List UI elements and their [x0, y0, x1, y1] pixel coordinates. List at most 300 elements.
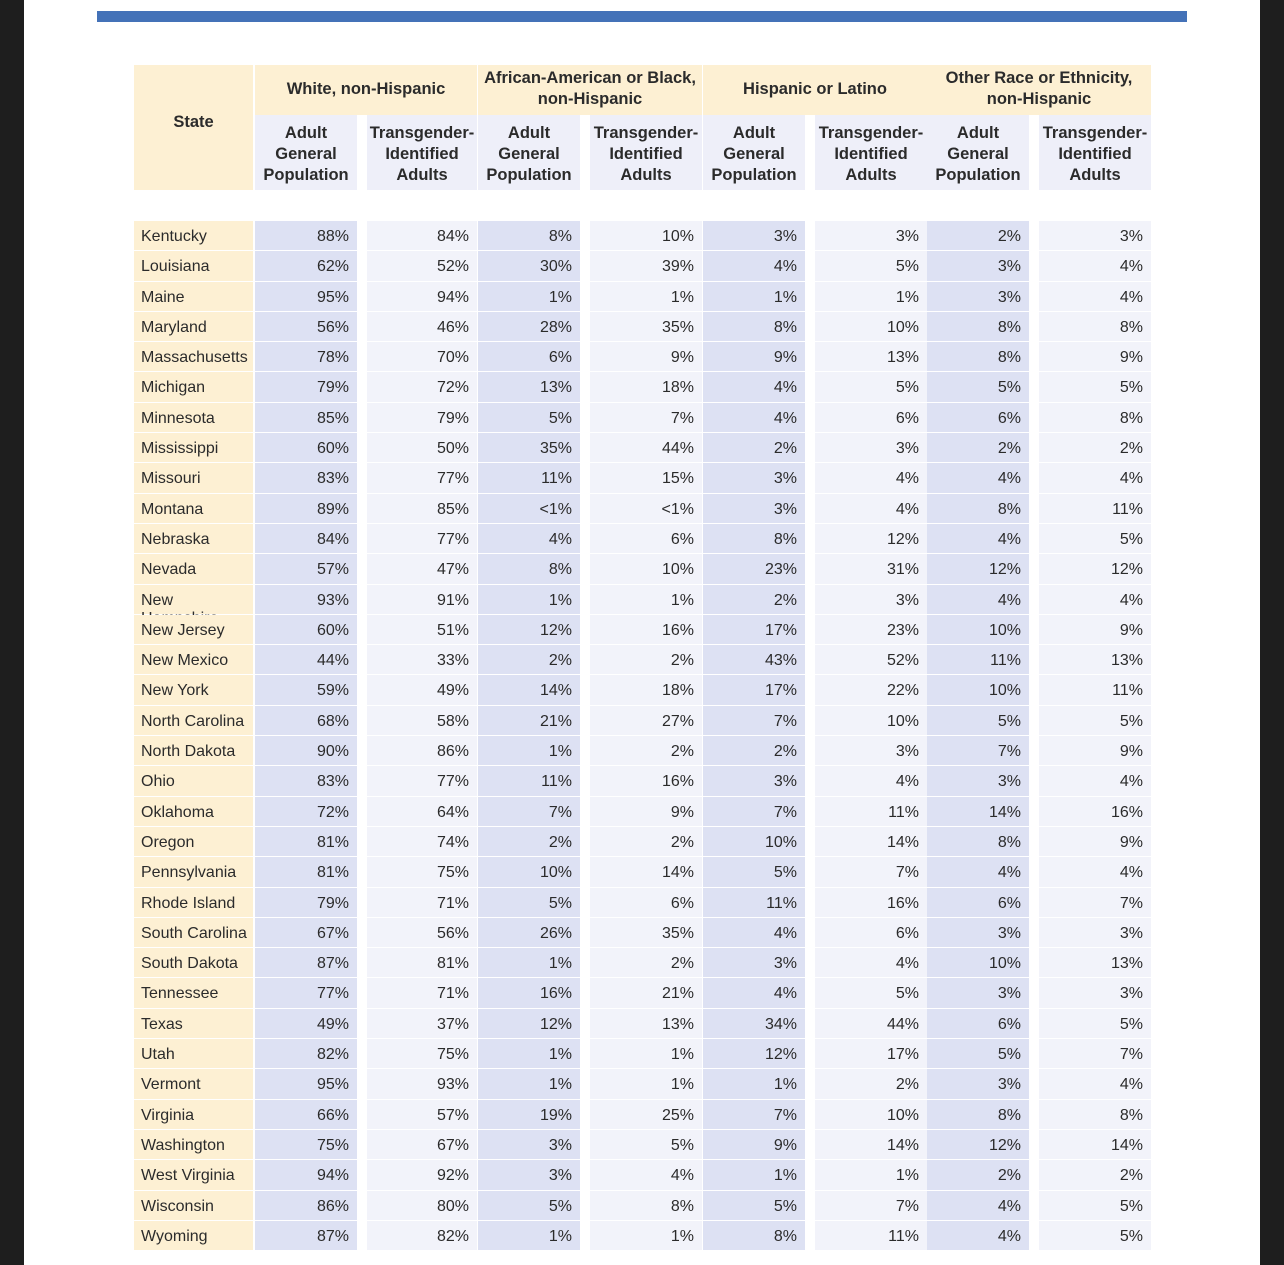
table-cell: 5%	[815, 978, 927, 1008]
table-cell: 3%	[815, 736, 927, 766]
table-cell: 5%	[1039, 524, 1151, 554]
table-cell: 3%	[478, 1160, 580, 1190]
table-cell: 2%	[927, 1160, 1029, 1190]
table-cell: 8%	[1039, 1100, 1151, 1130]
table-cell: 4%	[927, 1221, 1029, 1251]
table-cell: 68%	[255, 706, 357, 736]
table-cell: 5%	[927, 372, 1029, 402]
table-cell: 51%	[367, 615, 477, 645]
table-cell: 7%	[815, 1191, 927, 1221]
table-row	[134, 857, 1151, 887]
state-name: Nevada	[134, 554, 253, 584]
table-cell: 23%	[703, 554, 805, 584]
table-cell: 3%	[703, 463, 805, 493]
table-cell: 14%	[590, 857, 702, 887]
state-name: North Carolina	[134, 706, 253, 736]
table-cell: 60%	[255, 433, 357, 463]
table-row	[134, 1130, 1151, 1160]
state-name: Vermont	[134, 1069, 253, 1099]
table-cell: 44%	[255, 645, 357, 675]
state-name: Missouri	[134, 463, 253, 493]
table-cell: 72%	[255, 797, 357, 827]
table-cell: 2%	[927, 433, 1029, 463]
table-cell: 84%	[255, 524, 357, 554]
table-cell: 16%	[815, 888, 927, 918]
table-row	[134, 463, 1151, 493]
table-cell: 71%	[367, 978, 477, 1008]
table-cell: 6%	[815, 403, 927, 433]
table-cell: 81%	[255, 827, 357, 857]
table-cell: 4%	[1039, 1069, 1151, 1099]
table-cell: 11%	[815, 797, 927, 827]
table-cell: 81%	[367, 948, 477, 978]
table-cell: 95%	[255, 1069, 357, 1099]
table-cell: 4%	[815, 948, 927, 978]
table-cell: 5%	[1039, 372, 1151, 402]
table-cell: 5%	[478, 403, 580, 433]
table-cell: 1%	[703, 1069, 805, 1099]
table-cell: 3%	[703, 948, 805, 978]
table-row	[134, 433, 1151, 463]
table-cell: 5%	[703, 857, 805, 887]
table-cell: 12%	[927, 1130, 1029, 1160]
state-name: Massachusetts	[134, 342, 253, 372]
table-row	[134, 978, 1151, 1008]
state-name: New York	[134, 675, 253, 705]
table-cell: 22%	[815, 675, 927, 705]
table-cell: 11%	[1039, 494, 1151, 524]
table-cell: 1%	[478, 1069, 580, 1099]
state-name: Rhode Island	[134, 888, 253, 918]
table-cell: 3%	[927, 251, 1029, 281]
table-cell: 43%	[703, 645, 805, 675]
table-cell: 93%	[255, 585, 357, 615]
table-cell: 10%	[927, 675, 1029, 705]
table-cell: 4%	[927, 857, 1029, 887]
table-cell: 1%	[478, 948, 580, 978]
table-row	[134, 948, 1151, 978]
group-header: Hispanic or Latino	[703, 65, 927, 115]
table-row	[134, 827, 1151, 857]
table-cell: 13%	[815, 342, 927, 372]
table-cell: 83%	[255, 463, 357, 493]
table-header	[134, 65, 1151, 190]
table-cell: 9%	[1039, 736, 1151, 766]
document-page	[24, 0, 1260, 1265]
state-name: Oregon	[134, 827, 253, 857]
table-cell: 3%	[815, 433, 927, 463]
table-cell: 86%	[255, 1191, 357, 1221]
table-row	[134, 251, 1151, 281]
table-cell: 2%	[590, 948, 702, 978]
table-cell: 4%	[703, 251, 805, 281]
table-cell: 8%	[478, 221, 580, 251]
table-cell: 2%	[478, 645, 580, 675]
state-name: South Dakota	[134, 948, 253, 978]
table-cell: 9%	[703, 342, 805, 372]
table-cell: 4%	[478, 524, 580, 554]
table-cell: 6%	[815, 918, 927, 948]
table-cell: 12%	[815, 524, 927, 554]
table-cell: 3%	[703, 766, 805, 796]
state-name: Wyoming	[134, 1221, 253, 1251]
state-name: Washington	[134, 1130, 253, 1160]
state-name: Montana	[134, 494, 253, 524]
table-cell: 10%	[703, 827, 805, 857]
table-cell: 21%	[478, 706, 580, 736]
table-row	[134, 1069, 1151, 1099]
state-name: Oklahoma	[134, 797, 253, 827]
table-cell: 79%	[255, 372, 357, 402]
table-cell: 6%	[590, 524, 702, 554]
state-name: Utah	[134, 1039, 253, 1069]
table-row	[134, 221, 1151, 251]
table-row	[134, 524, 1151, 554]
table-cell: 5%	[1039, 1009, 1151, 1039]
table-cell: 1%	[815, 282, 927, 312]
table-cell: 14%	[1039, 1130, 1151, 1160]
state-name: Michigan	[134, 372, 253, 402]
table-cell: 2%	[478, 827, 580, 857]
table-cell: 3%	[703, 221, 805, 251]
table-cell: 5%	[478, 888, 580, 918]
table-cell: 10%	[815, 312, 927, 342]
table-cell: 90%	[255, 736, 357, 766]
table-cell: 4%	[590, 1160, 702, 1190]
table-cell: 3%	[927, 978, 1029, 1008]
table-cell: 12%	[1039, 554, 1151, 584]
table-cell: 4%	[927, 463, 1029, 493]
table-cell: 44%	[590, 433, 702, 463]
table-cell: 9%	[703, 1130, 805, 1160]
table-cell: 23%	[815, 615, 927, 645]
table-row	[134, 554, 1151, 584]
table-cell: 5%	[703, 1191, 805, 1221]
table-cell: 4%	[1039, 585, 1151, 615]
state-name: Tennessee	[134, 978, 253, 1008]
table-cell: 1%	[590, 1221, 702, 1251]
table-cell: 8%	[927, 494, 1029, 524]
table-cell: 2%	[703, 585, 805, 615]
subheader-general-population: Adult General Population	[703, 115, 805, 190]
table-cell: 67%	[255, 918, 357, 948]
table-cell: 3%	[927, 282, 1029, 312]
table-cell: 4%	[1039, 251, 1151, 281]
table-cell: 8%	[478, 554, 580, 584]
table-cell: 75%	[367, 857, 477, 887]
table-cell: 3%	[927, 766, 1029, 796]
table-cell: 70%	[367, 342, 477, 372]
table-cell: 1%	[590, 1039, 702, 1069]
table-cell: 8%	[927, 342, 1029, 372]
table-cell: 9%	[590, 797, 702, 827]
table-row	[134, 1160, 1151, 1190]
table-cell: 79%	[255, 888, 357, 918]
table-row	[134, 918, 1151, 948]
table-cell: 4%	[815, 766, 927, 796]
table-cell: 31%	[815, 554, 927, 584]
table-cell: 2%	[1039, 1160, 1151, 1190]
table-cell: 16%	[590, 766, 702, 796]
table-cell: 16%	[478, 978, 580, 1008]
table-cell: 83%	[255, 766, 357, 796]
table-cell: 81%	[255, 857, 357, 887]
table-cell: 17%	[815, 1039, 927, 1069]
table-cell: 87%	[255, 1221, 357, 1251]
table-cell: 78%	[255, 342, 357, 372]
table-row	[134, 1039, 1151, 1069]
table-row	[134, 766, 1151, 796]
table-cell: 7%	[1039, 1039, 1151, 1069]
table-row	[134, 1191, 1151, 1221]
table-cell: 4%	[703, 978, 805, 1008]
table-cell: 93%	[367, 1069, 477, 1099]
table-cell: 30%	[478, 251, 580, 281]
table-cell: 85%	[367, 494, 477, 524]
table-cell: 9%	[590, 342, 702, 372]
state-name: Kentucky	[134, 221, 253, 251]
table-cell: 75%	[255, 1130, 357, 1160]
table-cell: 5%	[590, 1130, 702, 1160]
table-cell: 95%	[255, 282, 357, 312]
table-row	[134, 403, 1151, 433]
table-cell: 4%	[927, 585, 1029, 615]
table-body	[134, 221, 1151, 1251]
table-row	[134, 797, 1151, 827]
table-cell: 10%	[815, 706, 927, 736]
table-cell: 21%	[590, 978, 702, 1008]
table-cell: 26%	[478, 918, 580, 948]
table-row	[134, 282, 1151, 312]
table-cell: 1%	[703, 282, 805, 312]
table-cell: 4%	[703, 372, 805, 402]
table-cell: 4%	[1039, 857, 1151, 887]
table-cell: 67%	[367, 1130, 477, 1160]
table-cell: 3%	[1039, 918, 1151, 948]
table-row	[134, 1221, 1151, 1251]
table-cell: 71%	[367, 888, 477, 918]
table-cell: 88%	[255, 221, 357, 251]
state-name: South Carolina	[134, 918, 253, 948]
table-cell: 44%	[815, 1009, 927, 1039]
table-cell: 3%	[1039, 221, 1151, 251]
table-cell: 82%	[367, 1221, 477, 1251]
table-cell: 14%	[927, 797, 1029, 827]
table-cell: 12%	[703, 1039, 805, 1069]
table-cell: 1%	[703, 1160, 805, 1190]
state-name: West Virginia	[134, 1160, 253, 1190]
table-cell: 9%	[1039, 615, 1151, 645]
table-cell: 33%	[367, 645, 477, 675]
table-cell: 35%	[590, 918, 702, 948]
state-name: Wisconsin	[134, 1191, 253, 1221]
state-name: Virginia	[134, 1100, 253, 1130]
table-cell: 11%	[815, 1221, 927, 1251]
table-cell: 74%	[367, 827, 477, 857]
table-row	[134, 675, 1151, 705]
table-cell: 2%	[927, 221, 1029, 251]
table-cell: 9%	[1039, 827, 1151, 857]
table-cell: 13%	[1039, 645, 1151, 675]
table-cell: 49%	[255, 1009, 357, 1039]
table-cell: 4%	[815, 463, 927, 493]
table-cell: 58%	[367, 706, 477, 736]
group-header: White, non-Hispanic	[255, 65, 477, 115]
table-cell: 82%	[255, 1039, 357, 1069]
state-name: Maine	[134, 282, 253, 312]
table-cell: 10%	[590, 554, 702, 584]
table-cell: 52%	[367, 251, 477, 281]
table-cell: 2%	[703, 736, 805, 766]
table-cell: 3%	[927, 918, 1029, 948]
table-row	[134, 706, 1151, 736]
table-cell: 10%	[478, 857, 580, 887]
state-name: Texas	[134, 1009, 253, 1039]
table-cell: 75%	[367, 1039, 477, 1069]
table-cell: 15%	[590, 463, 702, 493]
table-cell: 56%	[255, 312, 357, 342]
table-cell: 5%	[927, 706, 1029, 736]
table-cell: 17%	[703, 675, 805, 705]
group-header: African-American or Black, non-Hispanic	[478, 65, 702, 115]
table-cell: 11%	[1039, 675, 1151, 705]
table-cell: 84%	[367, 221, 477, 251]
subheader-transgender-adults: Transgender-Identified Adults	[367, 115, 477, 190]
table-cell: 89%	[255, 494, 357, 524]
table-cell: 10%	[927, 615, 1029, 645]
table-cell: 8%	[703, 312, 805, 342]
table-cell: 6%	[927, 403, 1029, 433]
table-cell: 8%	[927, 1100, 1029, 1130]
table-cell: 18%	[590, 675, 702, 705]
table-cell: 4%	[1039, 282, 1151, 312]
header-rule	[97, 11, 1187, 22]
group-header: Other Race or Ethnicity, non-Hispanic	[927, 65, 1151, 115]
table-cell: 34%	[703, 1009, 805, 1039]
table-cell: 56%	[367, 918, 477, 948]
table-cell: 10%	[927, 948, 1029, 978]
table-cell: 3%	[927, 1069, 1029, 1099]
table-cell: 37%	[367, 1009, 477, 1039]
table-row	[134, 736, 1151, 766]
table-cell: 1%	[590, 1069, 702, 1099]
table-cell: 5%	[927, 1039, 1029, 1069]
table-cell: 7%	[1039, 888, 1151, 918]
table-cell: 77%	[367, 463, 477, 493]
table-cell: 7%	[590, 403, 702, 433]
table-row	[134, 372, 1151, 402]
table-cell: 77%	[255, 978, 357, 1008]
subheader-general-population: Adult General Population	[927, 115, 1029, 190]
table-cell: 11%	[927, 645, 1029, 675]
table-cell: 92%	[367, 1160, 477, 1190]
table-cell: 8%	[1039, 312, 1151, 342]
table-row	[134, 1100, 1151, 1130]
table-cell: 4%	[703, 918, 805, 948]
table-cell: 59%	[255, 675, 357, 705]
table-cell: 1%	[478, 1221, 580, 1251]
table-cell: 12%	[478, 1009, 580, 1039]
subheader-transgender-adults: Transgender-Identified Adults	[1039, 115, 1151, 190]
table-cell: 7%	[703, 797, 805, 827]
state-name: New	[134, 585, 253, 615]
table-cell: 13%	[590, 1009, 702, 1039]
table-cell: 10%	[815, 1100, 927, 1130]
table-cell: 9%	[1039, 342, 1151, 372]
subheader-transgender-adults: Transgender-Identified Adults	[590, 115, 702, 190]
table-cell: 77%	[367, 766, 477, 796]
table-cell: 25%	[590, 1100, 702, 1130]
table-cell: 8%	[927, 312, 1029, 342]
table-cell: 6%	[478, 342, 580, 372]
table-cell: 66%	[255, 1100, 357, 1130]
table-cell: 4%	[703, 403, 805, 433]
table-row	[134, 1009, 1151, 1039]
table-cell: 5%	[1039, 1221, 1151, 1251]
table-cell: 57%	[367, 1100, 477, 1130]
table-cell: 3%	[1039, 978, 1151, 1008]
table-cell: 2%	[703, 433, 805, 463]
table-cell: 35%	[590, 312, 702, 342]
table-cell: 2%	[815, 1069, 927, 1099]
state-name: New Jersey	[134, 615, 253, 645]
state-name: Nebraska	[134, 524, 253, 554]
table-cell: 12%	[927, 554, 1029, 584]
table-cell: 1%	[590, 585, 702, 615]
state-name: Ohio	[134, 766, 253, 796]
table-cell: 14%	[815, 1130, 927, 1160]
subheader-transgender-adults: Transgender-Identified Adults	[815, 115, 927, 190]
table-cell: 1%	[478, 1039, 580, 1069]
state-name: Pennsylvania	[134, 857, 253, 887]
table-cell: 7%	[478, 797, 580, 827]
table-cell: 1%	[478, 736, 580, 766]
table-cell: 86%	[367, 736, 477, 766]
table-cell: 4%	[815, 494, 927, 524]
table-cell: 49%	[367, 675, 477, 705]
table-cell: 11%	[478, 463, 580, 493]
table-cell: 10%	[590, 221, 702, 251]
table-cell: 1%	[478, 282, 580, 312]
table-cell: 94%	[255, 1160, 357, 1190]
table-cell: 28%	[478, 312, 580, 342]
table-cell: 91%	[367, 585, 477, 615]
table-cell: 72%	[367, 372, 477, 402]
table-cell: 2%	[590, 736, 702, 766]
table-cell: 85%	[255, 403, 357, 433]
table-cell: 94%	[367, 282, 477, 312]
table-cell: 4%	[1039, 463, 1151, 493]
table-row	[134, 645, 1151, 675]
table-cell: 80%	[367, 1191, 477, 1221]
table-cell: 19%	[478, 1100, 580, 1130]
table-cell: 8%	[1039, 403, 1151, 433]
table-cell: 4%	[927, 1191, 1029, 1221]
state-name: Minnesota	[134, 403, 253, 433]
table-cell: 6%	[927, 1009, 1029, 1039]
table-cell: 6%	[590, 888, 702, 918]
table-row	[134, 585, 1151, 615]
table-cell: 87%	[255, 948, 357, 978]
table-cell: 7%	[927, 736, 1029, 766]
table-cell: 1%	[815, 1160, 927, 1190]
table-cell: 60%	[255, 615, 357, 645]
table-row	[134, 342, 1151, 372]
state-name: Louisiana	[134, 251, 253, 281]
table-cell: 77%	[367, 524, 477, 554]
table-cell: 11%	[478, 766, 580, 796]
state-name: New Mexico	[134, 645, 253, 675]
